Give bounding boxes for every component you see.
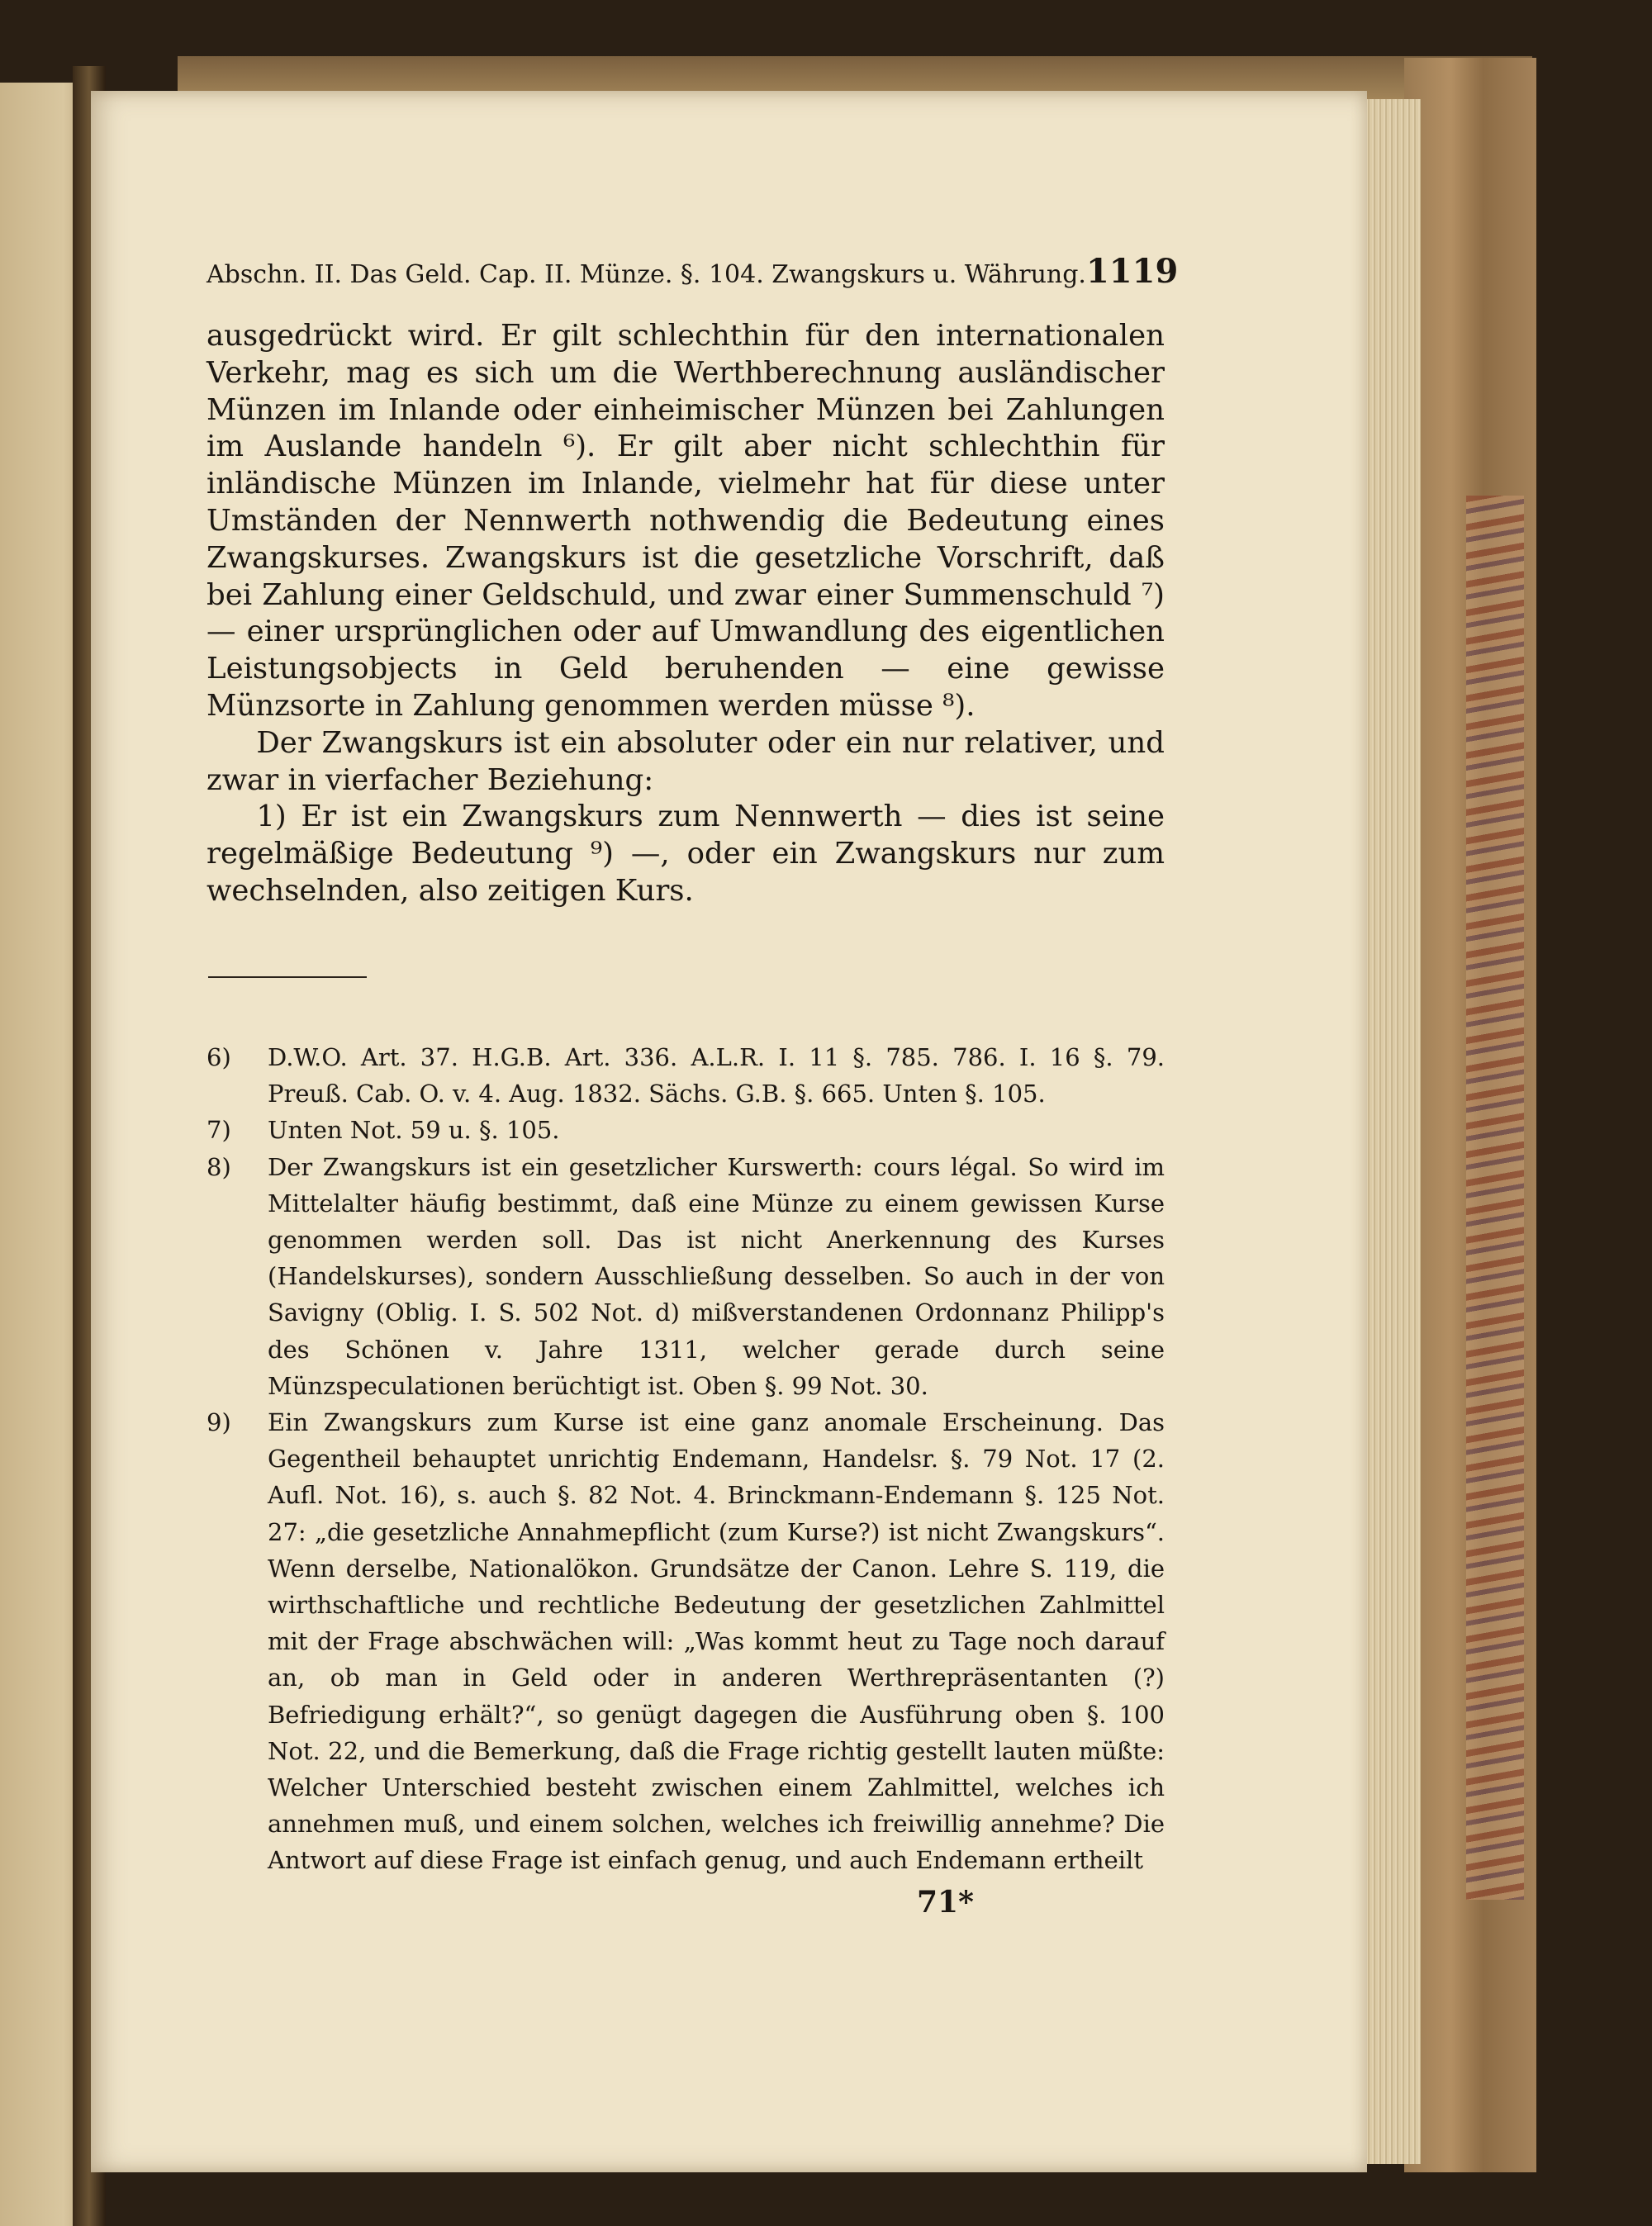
running-head-title: Abschn. II. Das Geld. Cap. II. Münze. §. 104. Zwangskurs u. Währung. xyxy=(206,260,1086,289)
footnote-number: 8) xyxy=(206,1152,231,1181)
page-number: 1119 xyxy=(1085,252,1179,291)
footnote-divider xyxy=(208,976,367,978)
footnote-number: 7) xyxy=(206,1116,231,1145)
footnote-text: Der Zwangskurs ist ein gesetzlicher Kurswerth: cours légal. So wird im Mittelalter häufig bestimmt, daß eine Münze zu einem gewissen Kurse genommen werden soll. Das ist nicht Anerkennung des Kurses (Handelskurses), sondern Ausschließung desselben. So auch in der von Savigny (Oblig. I. S. 502 Not. d) mißverstandenen Ordonnanz Philipp's des Schönen v. Jahre 1311, welcher gerade durch seine Münzspeculationen berüchtigt ist. Oben §. 99 Not. 30. xyxy=(268,1152,1165,1400)
paragraph: Der Zwangskurs ist ein absoluter oder ein nur relativer, und zwar in vierfacher Beziehung: xyxy=(206,725,1165,797)
footnotes xyxy=(206,1039,1165,1879)
footnote-text: Unten Not. 59 u. §. 105. xyxy=(268,1116,560,1145)
footnote xyxy=(206,1149,1165,1404)
running-header xyxy=(206,252,1179,301)
footnote xyxy=(206,1112,1165,1148)
main-text xyxy=(206,318,1165,910)
paragraph: ausgedrückt wird. Er gilt schlechthin für den internationalen Verkehr, mag es sich um die Werthberechnung ausländischer Münzen im Inlande oder einheimischer Münzen bei Zahlungen im Auslande handeln ⁶). Er gilt aber nicht schlechthin für inländische Münzen im Inlande, vielmehr hat für diese unter Umständen der Nennwerth nothwendig die Bedeutung eines Zwangskurses. Zwangskurs ist die gesetzliche Vorschrift, daß bei Zahlung einer Geldschuld, und zwar einer Summenschuld ⁷) — einer ursprünglichen oder auf Umwandlung des eigentlichen Leistungsobjects in Geld beruhenden — eine gewisse Münzsorte in Zahlung genommen werden müsse ⁸). xyxy=(206,319,1165,723)
footnote xyxy=(206,1039,1165,1112)
marbled-edge xyxy=(1466,496,1524,1900)
footnote-text: Ein Zwangskurs zum Kurse ist eine ganz anomale Erscheinung. Das Gegentheil behauptet unrichtig Endemann, Handelsr. §. 79 Not. 17 (2. Aufl. Not. 16), s. auch §. 82 Not. 4. Brinckmann-Endemann §. 125 Not. 27: „die gesetzliche Annahmepflicht (zum Kurse?) ist nicht Zwangskurs“. Wenn derselbe, Nationalökon. Grundsätze der Canon. Lehre S. 119, die wirthschaftliche und rechtliche Bedeutung der gesetzlichen Zahlmittel mit der Frage abschwächen will: „Was kommt heut zu Tage noch darauf an, ob man in Geld oder in anderen Werthrepräsentanten (?) Befriedigung erhält?“, so genügt dagegen die Ausführung oben §. 100 Not. 22, und die Bemerkung, daß die Frage richtig gestellt lauten müßte: Welcher Unterschied besteht zwischen einem Zahlmittel, welches ich annehmen muß, und einem solchen, welches ich freiwillig annehme? Die Antwort auf diese Frage ist einfach genug, und auch Endemann ertheilt xyxy=(268,1408,1165,1875)
footnote-text: D.W.O. Art. 37. H.G.B. Art. 336. A.L.R. I. 11 §. 785. 786. I. 16 §. 79. Preuß. Cab. O. v. 4. Aug. 1832. Sächs. G.B. §. 665. Unten §. 105. xyxy=(268,1043,1165,1108)
paragraph: 1) Er ist ein Zwangskurs zum Nennwerth — dies ist seine regelmäßige Bedeutung ⁹) —, oder ein Zwangskurs nur zum wechselnden, also zeitigen Kurs. xyxy=(206,800,1165,908)
footnote-number: 6) xyxy=(206,1043,231,1071)
footnote-number: 9) xyxy=(206,1408,231,1437)
signature-mark: 71* xyxy=(917,1885,974,1920)
footnote xyxy=(206,1404,1165,1879)
